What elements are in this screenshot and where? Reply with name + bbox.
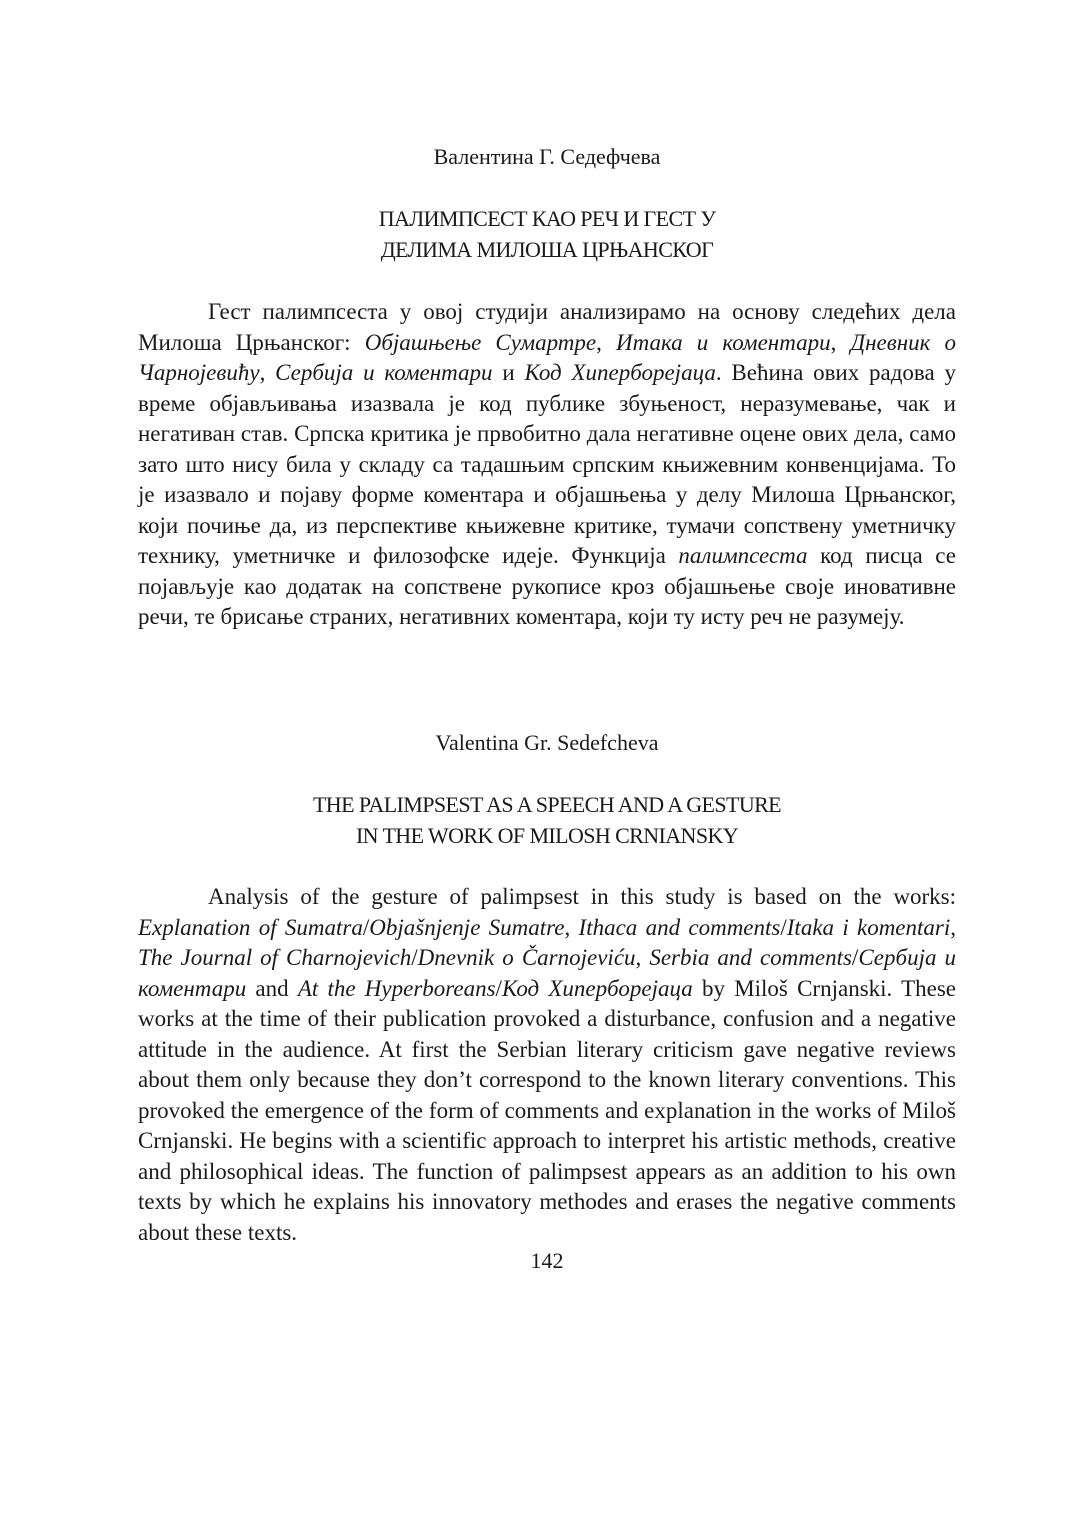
abstract-text: Гест палимпсеста у овој студији анализирамо на основу следећих дела Милоша Црњанског: (138, 299, 956, 355)
article-title-english (138, 789, 956, 851)
abstract-text: и (492, 360, 525, 385)
abstract-text: / (495, 975, 502, 1001)
article-title-serbian (138, 203, 956, 265)
abstract-text: , (259, 360, 276, 385)
abstract-text: and (246, 975, 298, 1001)
work-title: Итака и коментари (615, 329, 831, 355)
work-title: Itaka i komentari (786, 914, 951, 940)
page (138, 0, 956, 1530)
abstract-text: / (411, 945, 418, 970)
abstract-text: код писца се појављује као додатак на сопствене рукописе кроз објашњење своје иновативне речи, те брисање страних, негативних коментара, који ту исту реч не разумеју. (138, 543, 956, 629)
work-title: Сербија и коментари (275, 360, 493, 385)
emphasized-term: палимпсеста (678, 543, 808, 568)
page-number: 142 (530, 1248, 564, 1273)
work-title: Objašnjenje Sumatre (369, 914, 565, 940)
work-title: Explanation of Sumatra (138, 914, 363, 940)
abstract-serbian (138, 297, 956, 633)
abstract-text: , (950, 914, 956, 940)
abstract-text: , (596, 329, 616, 355)
work-title: Код Хиперборејаца (524, 360, 716, 385)
work-title: Објашњење Сумартре (364, 329, 597, 355)
work-title: Сербија и коментари (138, 945, 957, 1001)
abstract-text: / (780, 914, 787, 940)
author-name-english: Valentina Gr. Sedefcheva (435, 730, 659, 755)
work-title: Dnevnik o Čarnojeviću (417, 945, 636, 970)
work-title: Код Хиперборејаца (501, 975, 693, 1001)
work-title: The Journal of Charnojevich (138, 945, 412, 970)
abstract-english (138, 882, 956, 1248)
abstract-text: , (635, 945, 650, 970)
abstract-text: Analysis of the gesture of palimpsest in this study is based on the works: (208, 884, 956, 909)
title-line: ДЕЛИМА МИЛОША ЦРЊАНСКОГ (380, 237, 714, 262)
title-line: THE PALIMPSEST AS A SPEECH AND A GESTURE (312, 792, 782, 817)
work-title: Ithaca and comments (578, 914, 781, 940)
abstract-text: , (830, 329, 851, 355)
abstract-text: . Већина ових радова у време објављивања изазвала је код публике збуњеност, неразумевање, чак и негативан став. Српска критика је првобитно дала негативне оцене ових дела, само зато што нису била у складу са тадашњим српским књижевним конвенцијама. То је изазвало и појаву форме коментара и објашњења у делу Милоша Црњанског, који почиње да, из перспективе књижевне критике, тумачи сопствену уметничку технику, уметничке и филозофске идеје. Функција (138, 360, 956, 568)
title-line: ПАЛИМПСЕСТ КАО РЕЧ И ГЕСТ У (378, 206, 716, 231)
abstract-text: / (362, 914, 370, 940)
title-line: IN THE WORK OF MILOSH CRNIANSKY (355, 823, 739, 848)
work-title: Serbia and comments (649, 945, 852, 970)
abstract-text: / (851, 945, 859, 970)
work-title: Дневник о Чарнојевићу (138, 329, 956, 385)
abstract-text: , (564, 914, 579, 940)
abstract-text: by Miloš Crnjanski. These works at the time of their publication provoked a disturbance, confusion and a negative attitude in the audience. At first the Serbian literary criticism gave negative reviews about them only because they don’t correspond to the known literary conventions. This provoked the emergence of the form of comments and explanation in the works of Miloš Crnjanski. He begins with a scientific approach to interpret his artistic methods, creative and philosophical ideas. The function of palimpsest appears as an addition to his own texts by which he explains his innovatory methodes and erases the negative comments about these texts. (138, 975, 956, 1245)
work-title: At the Hyperboreans (297, 975, 496, 1001)
author-name-serbian: Валентина Г. Седефчева (433, 144, 661, 169)
